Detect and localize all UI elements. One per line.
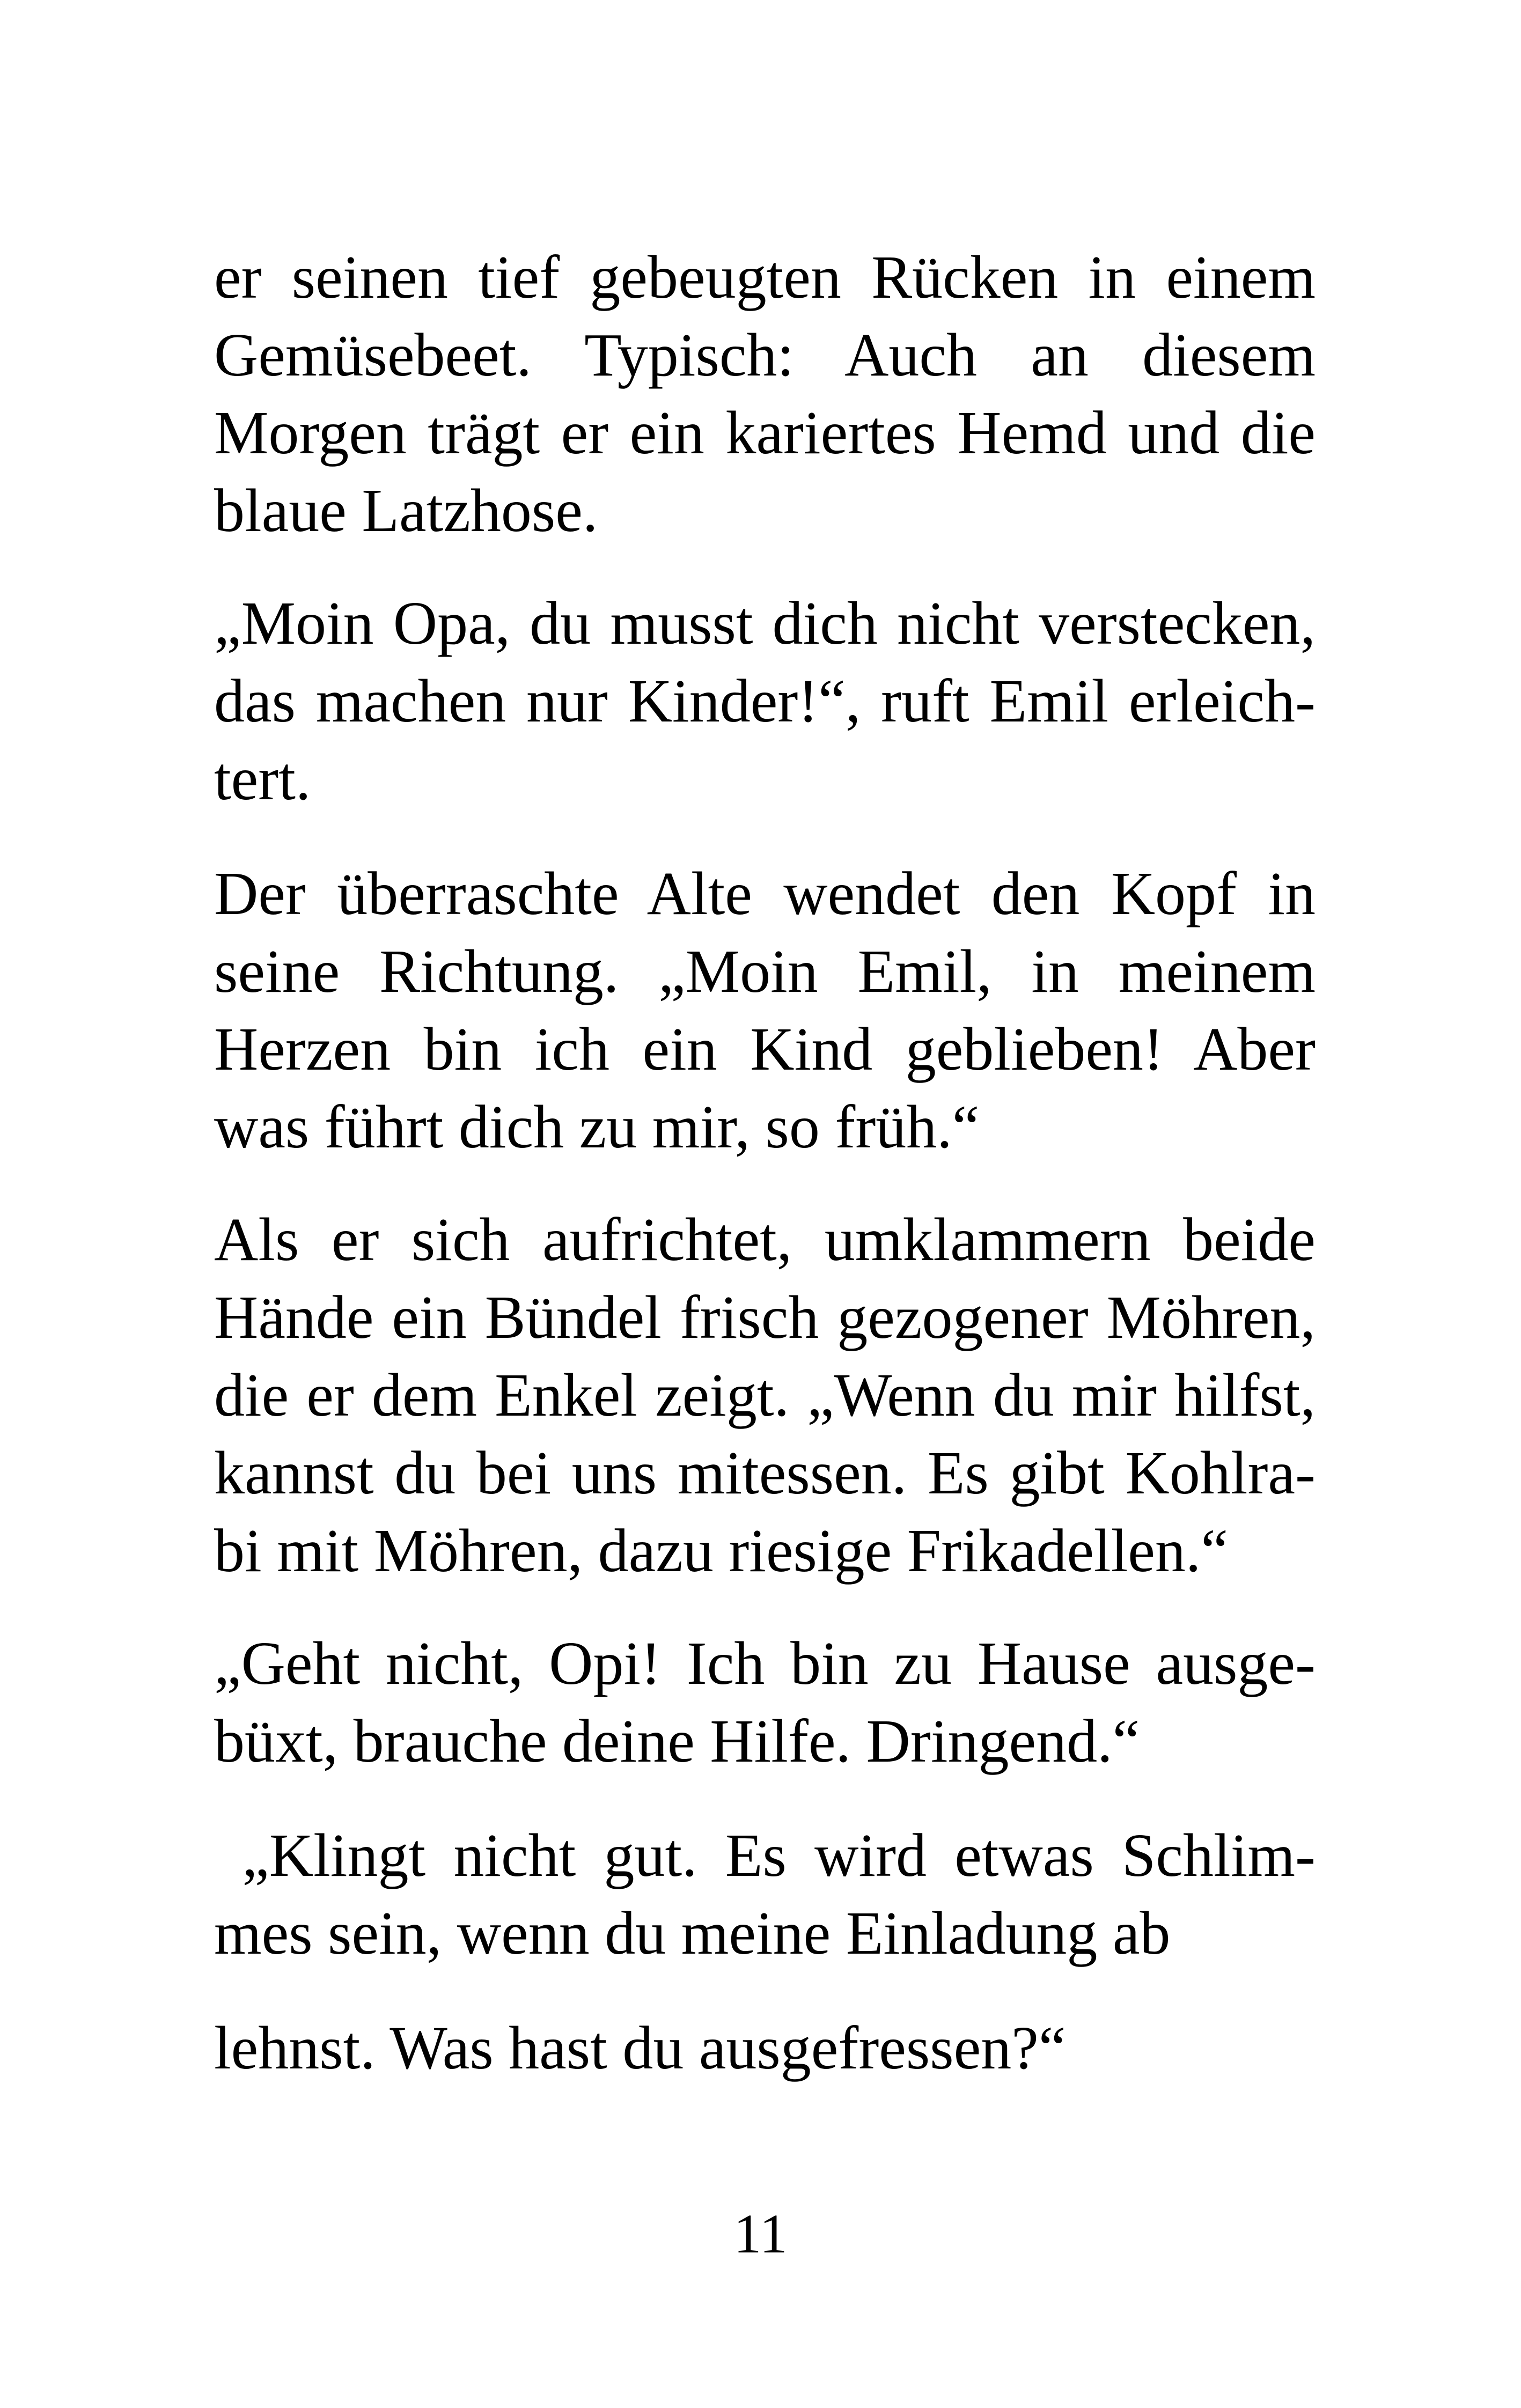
text-line: Gemüsebeet. Typisch: Auch an diesem bbox=[214, 321, 1316, 389]
text-line: kannst du bei uns mitessen. Es gibt Kohlra- bbox=[214, 1439, 1316, 1507]
text-line: was führt dich zu mir, so früh.“ bbox=[214, 1093, 980, 1161]
text-line: büxt, brauche deine Hilfe. Dringend.“ bbox=[214, 1707, 1140, 1775]
text-line: „Moin Opa, du musst dich nicht verstecken, bbox=[214, 589, 1316, 657]
text-line: Morgen trägt er ein kariertes Hemd und die bbox=[214, 399, 1316, 467]
text-line: Herzen bin ich ein Kind geblieben! Aber bbox=[214, 1015, 1316, 1083]
text-line: tert. bbox=[214, 745, 311, 813]
text-line: „Geht nicht, Opi! Ich bin zu Hause ausge- bbox=[214, 1629, 1316, 1697]
text-line: Als er sich aufrichtet, umklammern beide bbox=[214, 1205, 1316, 1273]
text-line: seine Richtung. „Moin Emil, in meinem bbox=[214, 937, 1316, 1005]
page-number: 11 bbox=[733, 2203, 788, 2265]
text-line: lehnst. Was hast du ausgefressen?“ bbox=[214, 2014, 1066, 2082]
paragraph-1 bbox=[214, 238, 1316, 549]
text-line: mes sein, wenn du meine Einladung ab bbox=[214, 1899, 1171, 1967]
text-line: das machen nur Kinder!“, ruft Emil erleich- bbox=[214, 667, 1316, 735]
paragraph-7 bbox=[214, 2009, 1316, 2087]
text-line: er seinen tief gebeugten Rücken in einem bbox=[214, 243, 1316, 311]
paragraph-2 bbox=[214, 584, 1316, 818]
paragraph-4 bbox=[214, 1201, 1316, 1589]
text-line: „Klingt nicht gut. Es wird etwas Schlim- bbox=[214, 1821, 1316, 1889]
paragraph-6 bbox=[214, 1816, 1316, 1972]
text-line: Der überraschte Alte wendet den Kopf in bbox=[214, 859, 1316, 927]
paragraph-3 bbox=[214, 855, 1316, 1166]
text-line: Hände ein Bündel frisch gezogener Möhren, bbox=[214, 1283, 1316, 1351]
text-line: die er dem Enkel zeigt. „Wenn du mir hilfst, bbox=[214, 1361, 1316, 1429]
text-line: bi mit Möhren, dazu riesige Frikadellen.“ bbox=[214, 1516, 1228, 1585]
paragraph-5 bbox=[214, 1624, 1316, 1780]
text-line: blaue Latzhose. bbox=[214, 476, 598, 544]
